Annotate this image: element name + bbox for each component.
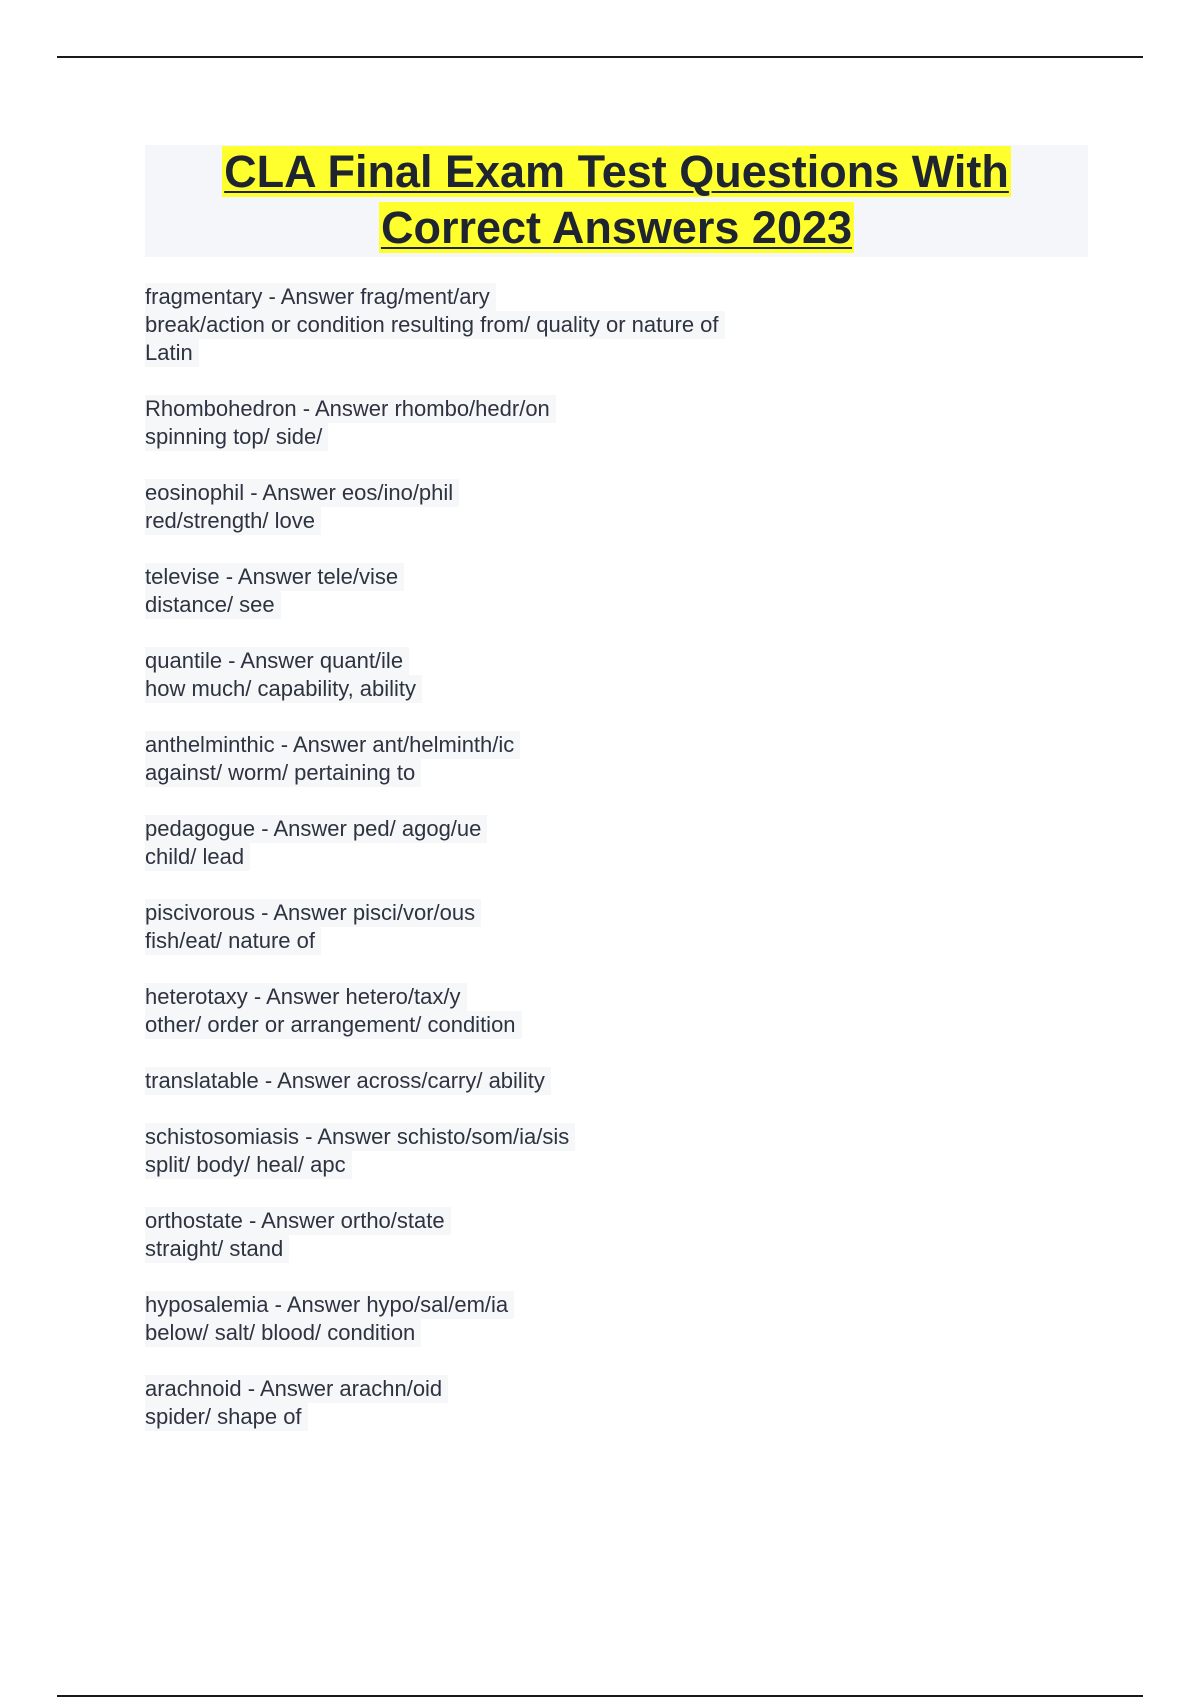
- entry-term-line: translatable - Answer across/carry/ ability: [145, 1067, 551, 1095]
- bottom-rule: [57, 1695, 1143, 1697]
- entry-definition-line: below/ salt/ blood/ condition: [145, 1319, 421, 1347]
- list-item: [145, 1375, 1045, 1431]
- list-item: [145, 647, 1045, 703]
- list-item: [145, 563, 1045, 619]
- list-item: [145, 395, 1045, 451]
- entry-term-line: schistosomiasis - Answer schisto/som/ia/sis: [145, 1123, 575, 1151]
- entry-definition-line: child/ lead: [145, 843, 250, 871]
- entry-term-line: fragmentary - Answer frag/ment/ary: [145, 283, 496, 311]
- entry-definition-line: against/ worm/ pertaining to: [145, 759, 421, 787]
- list-item: [145, 283, 1045, 367]
- entry-term-line: Rhombohedron - Answer rhombo/hedr/on: [145, 395, 556, 423]
- entry-definition-line: red/strength/ love: [145, 507, 321, 535]
- list-item: [145, 1291, 1045, 1347]
- entry-definition-line: split/ body/ heal/ apc: [145, 1151, 352, 1179]
- entry-definition-line: spider/ shape of: [145, 1403, 308, 1431]
- entry-definition-line: spinning top/ side/: [145, 423, 328, 451]
- title-text-1: CLA Final Exam Test Questions With: [224, 146, 1009, 197]
- entry-term-line: eosinophil - Answer eos/ino/phil: [145, 479, 459, 507]
- list-item: [145, 1207, 1045, 1263]
- entry-term-line: piscivorous - Answer pisci/vor/ous: [145, 899, 481, 927]
- entry-definition-line: distance/ see: [145, 591, 281, 619]
- entry-definition-line: other/ order or arrangement/ condition: [145, 1011, 522, 1039]
- list-item: [145, 731, 1045, 787]
- title-line-1: [145, 145, 1088, 201]
- list-item: [145, 1067, 1045, 1095]
- title-text-2: Correct Answers 2023: [380, 202, 853, 253]
- entry-definition-line: Latin: [145, 339, 199, 367]
- list-item: [145, 815, 1045, 871]
- list-item: [145, 479, 1045, 535]
- entry-term-line: hyposalemia - Answer hypo/sal/em/ia: [145, 1291, 514, 1319]
- entry-term-line: arachnoid - Answer arachn/oid: [145, 1375, 448, 1403]
- entry-term-line: televise - Answer tele/vise: [145, 563, 404, 591]
- entry-definition-line: break/action or condition resulting from/ quality or nature of: [145, 311, 725, 339]
- entry-term-line: pedagogue - Answer ped/ agog/ue: [145, 815, 487, 843]
- top-rule: [57, 56, 1143, 58]
- title-block: [145, 145, 1088, 257]
- entry-term-line: orthostate - Answer ortho/state: [145, 1207, 451, 1235]
- entry-term-line: quantile - Answer quant/ile: [145, 647, 409, 675]
- entry-list: [145, 283, 1045, 1459]
- list-item: [145, 899, 1045, 955]
- list-item: [145, 1123, 1045, 1179]
- entry-definition-line: fish/eat/ nature of: [145, 927, 321, 955]
- list-item: [145, 983, 1045, 1039]
- entry-term-line: anthelminthic - Answer ant/helminth/ic: [145, 731, 520, 759]
- entry-term-line: heterotaxy - Answer hetero/tax/y: [145, 983, 467, 1011]
- entry-definition-line: straight/ stand: [145, 1235, 289, 1263]
- entry-definition-line: how much/ capability, ability: [145, 675, 422, 703]
- title-line-2: [145, 201, 1088, 257]
